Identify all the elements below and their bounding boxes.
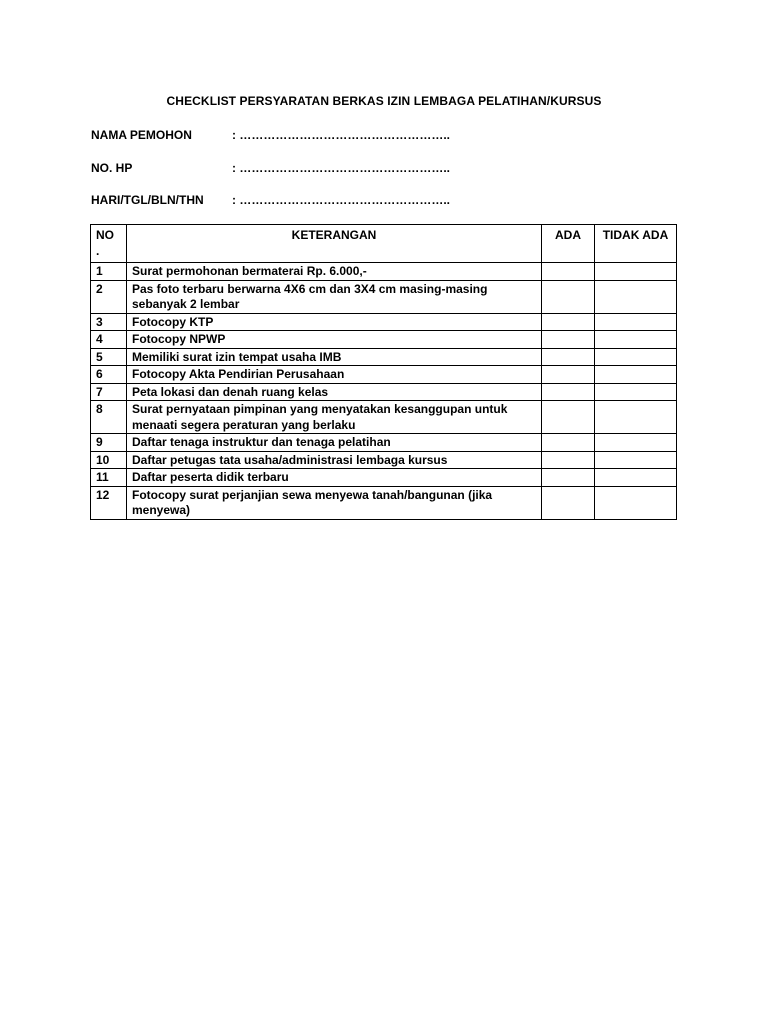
tidak-ada-checkbox-cell[interactable] bbox=[595, 348, 677, 366]
checklist-table bbox=[90, 224, 677, 520]
tidak-ada-checkbox-cell[interactable] bbox=[595, 280, 677, 313]
ada-checkbox-cell[interactable] bbox=[542, 451, 595, 469]
document-title: CHECKLIST PERSYARATAN BERKAS IZIN LEMBAGA PELATIHAN/KURSUS bbox=[166, 94, 602, 108]
table-row bbox=[91, 451, 677, 469]
table-row bbox=[91, 486, 677, 519]
tidak-ada-checkbox-cell[interactable] bbox=[595, 263, 677, 281]
row-number: 9 bbox=[91, 434, 127, 452]
header-tidak-ada: TIDAK ADA bbox=[595, 225, 677, 263]
table-row bbox=[91, 434, 677, 452]
row-number: 5 bbox=[91, 348, 127, 366]
table-row bbox=[91, 401, 677, 434]
row-description: Memiliki surat izin tempat usaha IMB bbox=[127, 348, 542, 366]
header-no bbox=[91, 225, 127, 263]
row-description: Fotocopy Akta Pendirian Perusahaan bbox=[127, 366, 542, 384]
row-description: Fotocopy KTP bbox=[127, 313, 542, 331]
tidak-ada-checkbox-cell[interactable] bbox=[595, 313, 677, 331]
tidak-ada-checkbox-cell[interactable] bbox=[595, 451, 677, 469]
table-row bbox=[91, 383, 677, 401]
ada-checkbox-cell[interactable] bbox=[542, 401, 595, 434]
field-no-hp bbox=[91, 161, 691, 177]
ada-checkbox-cell[interactable] bbox=[542, 383, 595, 401]
tidak-ada-checkbox-cell[interactable] bbox=[595, 486, 677, 519]
row-number: 7 bbox=[91, 383, 127, 401]
ada-checkbox-cell[interactable] bbox=[542, 280, 595, 313]
ada-checkbox-cell[interactable] bbox=[542, 263, 595, 281]
tidak-ada-checkbox-cell[interactable] bbox=[595, 469, 677, 487]
table-row bbox=[91, 469, 677, 487]
row-number: 4 bbox=[91, 331, 127, 349]
field-hari-tgl bbox=[91, 193, 691, 209]
header-no-label: NO . bbox=[96, 228, 114, 258]
row-description: Pas foto terbaru berwarna 4X6 cm dan 3X4 cm masing-masing sebanyak 2 lembar bbox=[127, 280, 542, 313]
header-ada: ADA bbox=[542, 225, 595, 263]
table-row bbox=[91, 313, 677, 331]
field-value: : …………………………………………….. bbox=[232, 128, 450, 142]
field-label: HARI/TGL/BLN/THN bbox=[91, 193, 204, 207]
ada-checkbox-cell[interactable] bbox=[542, 331, 595, 349]
table-row bbox=[91, 366, 677, 384]
row-number: 2 bbox=[91, 280, 127, 313]
field-value: : …………………………………………….. bbox=[232, 161, 450, 175]
row-number: 6 bbox=[91, 366, 127, 384]
table-row bbox=[91, 331, 677, 349]
row-description: Fotocopy surat perjanjian sewa menyewa tanah/bangunan (jika menyewa) bbox=[127, 486, 542, 519]
field-value: : …………………………………………….. bbox=[232, 193, 450, 207]
ada-checkbox-cell[interactable] bbox=[542, 434, 595, 452]
tidak-ada-checkbox-cell[interactable] bbox=[595, 331, 677, 349]
field-label: NO. HP bbox=[91, 161, 133, 175]
tidak-ada-checkbox-cell[interactable] bbox=[595, 401, 677, 434]
table-row bbox=[91, 263, 677, 281]
ada-checkbox-cell[interactable] bbox=[542, 486, 595, 519]
row-description: Peta lokasi dan denah ruang kelas bbox=[127, 383, 542, 401]
row-description: Surat permohonan bermaterai Rp. 6.000,- bbox=[127, 263, 542, 281]
field-label: NAMA PEMOHON bbox=[91, 128, 192, 142]
row-number: 12 bbox=[91, 486, 127, 519]
row-description: Fotocopy NPWP bbox=[127, 331, 542, 349]
row-number: 8 bbox=[91, 401, 127, 434]
table-row bbox=[91, 348, 677, 366]
row-number: 3 bbox=[91, 313, 127, 331]
tidak-ada-checkbox-cell[interactable] bbox=[595, 366, 677, 384]
ada-checkbox-cell[interactable] bbox=[542, 313, 595, 331]
header-keterangan: KETERANGAN bbox=[127, 225, 542, 263]
tidak-ada-checkbox-cell[interactable] bbox=[595, 434, 677, 452]
row-description: Daftar petugas tata usaha/administrasi lembaga kursus bbox=[127, 451, 542, 469]
row-description: Daftar tenaga instruktur dan tenaga pelatihan bbox=[127, 434, 542, 452]
tidak-ada-checkbox-cell[interactable] bbox=[595, 383, 677, 401]
table-header-row bbox=[91, 225, 677, 263]
row-number: 1 bbox=[91, 263, 127, 281]
table-row bbox=[91, 280, 677, 313]
row-description: Surat pernyataan pimpinan yang menyatakan kesanggupan untuk menaati segera peraturan yang berlaku bbox=[127, 401, 542, 434]
ada-checkbox-cell[interactable] bbox=[542, 348, 595, 366]
ada-checkbox-cell[interactable] bbox=[542, 366, 595, 384]
row-description: Daftar peserta didik terbaru bbox=[127, 469, 542, 487]
row-number: 10 bbox=[91, 451, 127, 469]
field-nama-pemohon bbox=[91, 128, 691, 144]
ada-checkbox-cell[interactable] bbox=[542, 469, 595, 487]
row-number: 11 bbox=[91, 469, 127, 487]
